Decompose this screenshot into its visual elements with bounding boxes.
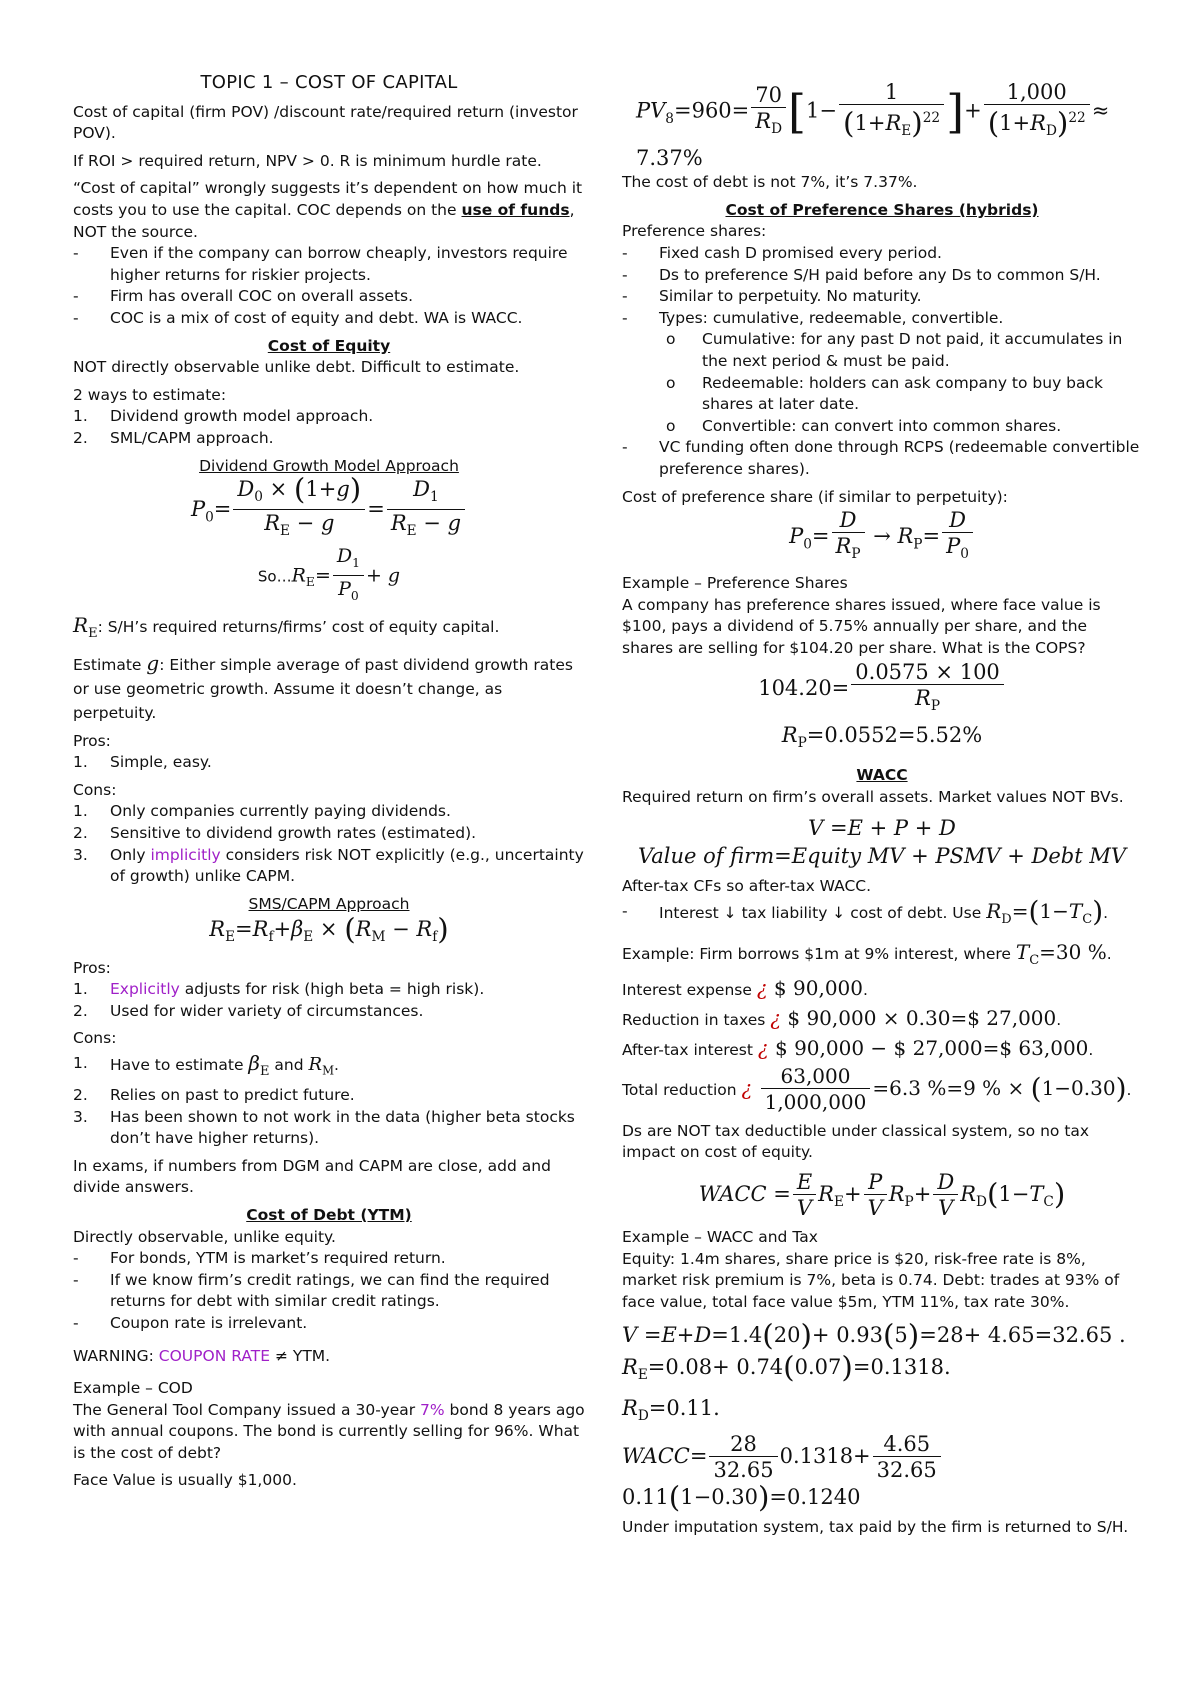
list-item: - Even if the company can borrow cheaply, investors require higher returns for riskier projects.: [73, 244, 568, 284]
sub-list-item: o Convertible: can convert into common shares.: [666, 416, 1062, 435]
list-item: - VC funding often done through RCPS (redeemable convertible preference shares).: [622, 438, 1140, 478]
example-text: The General Tool Company issued a 30-year 7% bond 8 years ago with annual coupons. The bond is currently selling for 96%. What is the cost of debt?: [73, 1400, 585, 1462]
left-column: [73, 72, 585, 1492]
section-heading-cost-of-debt: Cost of Debt (YTM): [246, 1205, 412, 1224]
wacc-calc-re: $R_E=0.08+ 0.74(0.07)=0.1318$.: [622, 1350, 951, 1385]
section-heading-wacc: WACC: [856, 766, 908, 785]
list-item: - COC is a mix of cost of equity and debt. WA is WACC.: [73, 308, 523, 327]
list-item: - Firm has overall COC on overall assets.: [73, 287, 414, 306]
calc-line: After-tax interest ¿ $ 90,000 − $ 27,000=$ 63,000.: [622, 1035, 1094, 1060]
paragraph: Ds are NOT tax deductible under classical system, so no tax impact on cost of equity.: [622, 1121, 1090, 1162]
pv-result: The cost of debt is not 7%, it’s 7.37%.: [622, 173, 918, 192]
pros-label: Pros:: [73, 731, 111, 750]
intro-text: “Cost of capital” wrongly suggests it’s dependent on how much it costs you to use the capital. COC depends on the use of funds, NOT the source.: [73, 179, 583, 241]
list-item: 1. Only companies currently paying dividends.: [73, 802, 451, 821]
wacc-calc-value: V =E+D=1.4(20)+ 0.93(5)=28+ 4.65=32.65 .: [622, 1318, 1126, 1353]
section-heading-cost-of-equity: Cost of Equity: [267, 336, 391, 355]
list-item: 1. Explicitly adjusts for risk (high beta = high risk).: [73, 980, 485, 999]
list-item: 2. Sensitive to dividend growth rates (estimated).: [73, 824, 477, 843]
warning-text: WARNING: COUPON RATE ≠ YTM.: [73, 1346, 331, 1365]
page-title: TOPIC 1 – COST OF CAPITAL: [200, 72, 458, 93]
paragraph: After-tax CFs so after-tax WACC.: [622, 877, 872, 896]
calc-line: Total reduction ¿ $\frac{63,000}{1,000,000}$ =6.3 %=9 % × (1−0.30).: [622, 1063, 1132, 1114]
list-item: - For bonds, YTM is market’s required return.: [73, 1249, 446, 1268]
list-item: - Types: cumulative, redeemable, convertible.: [622, 308, 1004, 327]
list-item: 2. Relies on past to predict future.: [73, 1085, 355, 1104]
list-item: - Fixed cash D promised every period.: [622, 243, 942, 262]
cops-result: $R_P=0.0552=5.52\%$: [781, 722, 983, 752]
section-heading-preference-shares: Cost of Preference Shares (hybrids): [725, 200, 1039, 219]
example-text: Example: Firm borrows $1m at 9% interest, where $T_C=30$ %.: [622, 939, 1112, 968]
cons-label: Cons:: [73, 780, 117, 799]
cons-label: Cons:: [73, 1029, 117, 1048]
pros-label: Pros:: [73, 958, 111, 977]
example-title: Example – Preference Shares: [622, 574, 848, 593]
numbered-list: [73, 406, 585, 449]
paragraph: 2 ways to estimate:: [73, 385, 227, 404]
right-column: [622, 80, 1142, 1538]
sub-list-item: o Cumulative: for any past D not paid, it accumulates in the next period & must be paid.: [666, 330, 1123, 370]
wacc-equation: WACC = $\frac{E}{V}$ $R_E+$ $\frac{P}{V}$ $R_P+$ $\frac{D}{V}$ $R_D(1-T_C)$: [698, 1170, 1066, 1220]
list-item: 3. Has been shown to not work in the data (higher beta stocks don’t have higher returns).: [73, 1107, 575, 1148]
list-item: 1. Dividend growth model approach.: [73, 407, 374, 426]
list-item: 2. SML/CAPM approach.: [73, 428, 274, 447]
list-item: 1. Simple, easy.: [73, 753, 212, 772]
underlined-term: use of funds: [461, 200, 570, 219]
face-value-note: Face Value is usually $1,000.: [73, 1471, 297, 1490]
paragraph: NOT directly observable unlike debt. Difficult to estimate.: [73, 358, 520, 377]
list-item: - Ds to preference S/H paid before any Ds to common S/H.: [622, 265, 1101, 284]
list-item: 1. Have to estimate $\beta_E$ and $R_M$.: [73, 1050, 339, 1079]
firm-value-equation: V =E + P + D: [808, 816, 956, 841]
paragraph: Cost of preference share (if similar to perpetuity):: [622, 487, 1008, 506]
re-definition: $R_E$: S/H’s required returns/firms’ cost of equity capital.: [73, 613, 500, 642]
list-item: 3. Only implicitly considers risk NOT explicitly (e.g., uncertainty of growth) unlike CAPM.: [73, 845, 584, 886]
sub-list-item: o Redeemable: holders can ask company to buy back shares at later date.: [666, 373, 1104, 414]
cops-equation: 104.20= $\frac{0.0575 \times 100}{R_P}$: [622, 660, 1142, 719]
firm-value-words-equation: Value of firm=Equity MV + PSMV + Debt MV: [637, 844, 1127, 869]
wacc-calc-rd: $R_D=0.11$.: [622, 1395, 720, 1424]
pv-equation: $PV_8=960=$ $\frac{70}{R_D}$ [1− $\frac{1}{(1+R_E)^{22}}$ ]+ $\frac{1,000}{(1+R_D)^{22}}$ ≈ 7.37%: [636, 80, 1110, 171]
calc-line: Reduction in taxes ¿ $ 90,000 × 0.30=$ 27,000.: [622, 1005, 1062, 1030]
list-item: - Similar to perpetuity. No maturity.: [622, 287, 922, 306]
imputation-note: Under imputation system, tax paid by the firm is returned to S/H.: [622, 1517, 1129, 1536]
dgm-equation: $P_0=$ $\frac{D_0 \times (1+g)}{R_E - g}$ = $\frac{D_1}{R_E - g}$: [73, 477, 585, 544]
paragraph: Directly observable, unlike equity.: [73, 1227, 336, 1246]
capm-equation: $R_E=R_f+\beta_E \times (R_M - R_f)$: [209, 912, 449, 947]
list-item: - Interest ↓ tax liability ↓ cost of debt. Use $R_D=(1-T_C)$.: [622, 894, 1109, 928]
intro-text: Cost of capital (firm POV) /discount rate/required return (investor POV).: [73, 102, 578, 143]
g-estimate: Estimate g: Either simple average of past dividend growth rates or use geometric growth. Assume it doesn’t change, as perpetuity.: [73, 650, 573, 722]
list-item: - If we know firm’s credit ratings, we can find the required returns for debt with similar credit ratings.: [73, 1270, 550, 1311]
paragraph: Required return on firm’s overall assets. Market values NOT BVs.: [622, 787, 1124, 806]
intro-bullet-list: [73, 243, 585, 329]
subheading-capm: SMS/CAPM Approach: [248, 894, 410, 913]
exam-note: In exams, if numbers from DGM and CAPM are close, add and divide answers.: [73, 1156, 551, 1197]
wacc-calc-result: WACC= $\frac{28}{32.65}$ 0.1318+ $\frac{4.65}{32.65}$ 0.11(1−0.30)=0.1240: [622, 1432, 1142, 1511]
example-text: Equity: 1.4m shares, share price is $20, risk-free rate is 8%, market risk premium is 7%, beta is 0.74. Debt: trades at 93% of face value, total face value $5m, YTM 11%, tax rate 30%.: [622, 1249, 1120, 1311]
example-title: Example – COD: [73, 1379, 193, 1398]
example-text: A company has preference shares issued, where face value is $100, pays a dividend of 5.75% annually per share, and the shares are selling for $104.20 per share. What is the COPS?: [622, 595, 1101, 658]
subheading-dgm: Dividend Growth Model Approach: [199, 456, 459, 475]
intro-text: If ROI > required return, NPV > 0. R is minimum hurdle rate.: [73, 151, 542, 170]
calc-line: Interest expense ¿ $ 90,000.: [622, 975, 868, 1000]
paragraph: Preference shares:: [622, 222, 767, 241]
dgm-solve-equation: $So\dots R_E=$ $\frac{D_1}{P_0}$ + g: [257, 545, 401, 604]
list-item: 2. Used for wider variety of circumstances.: [73, 1001, 424, 1020]
preference-cost-equation: $P_0=$ $\frac{D}{R_P}$ → $R_P=$ $\frac{D}{P_0}$: [622, 508, 1142, 567]
example-title: Example – WACC and Tax: [622, 1228, 818, 1246]
list-item: - Coupon rate is irrelevant.: [73, 1313, 308, 1332]
